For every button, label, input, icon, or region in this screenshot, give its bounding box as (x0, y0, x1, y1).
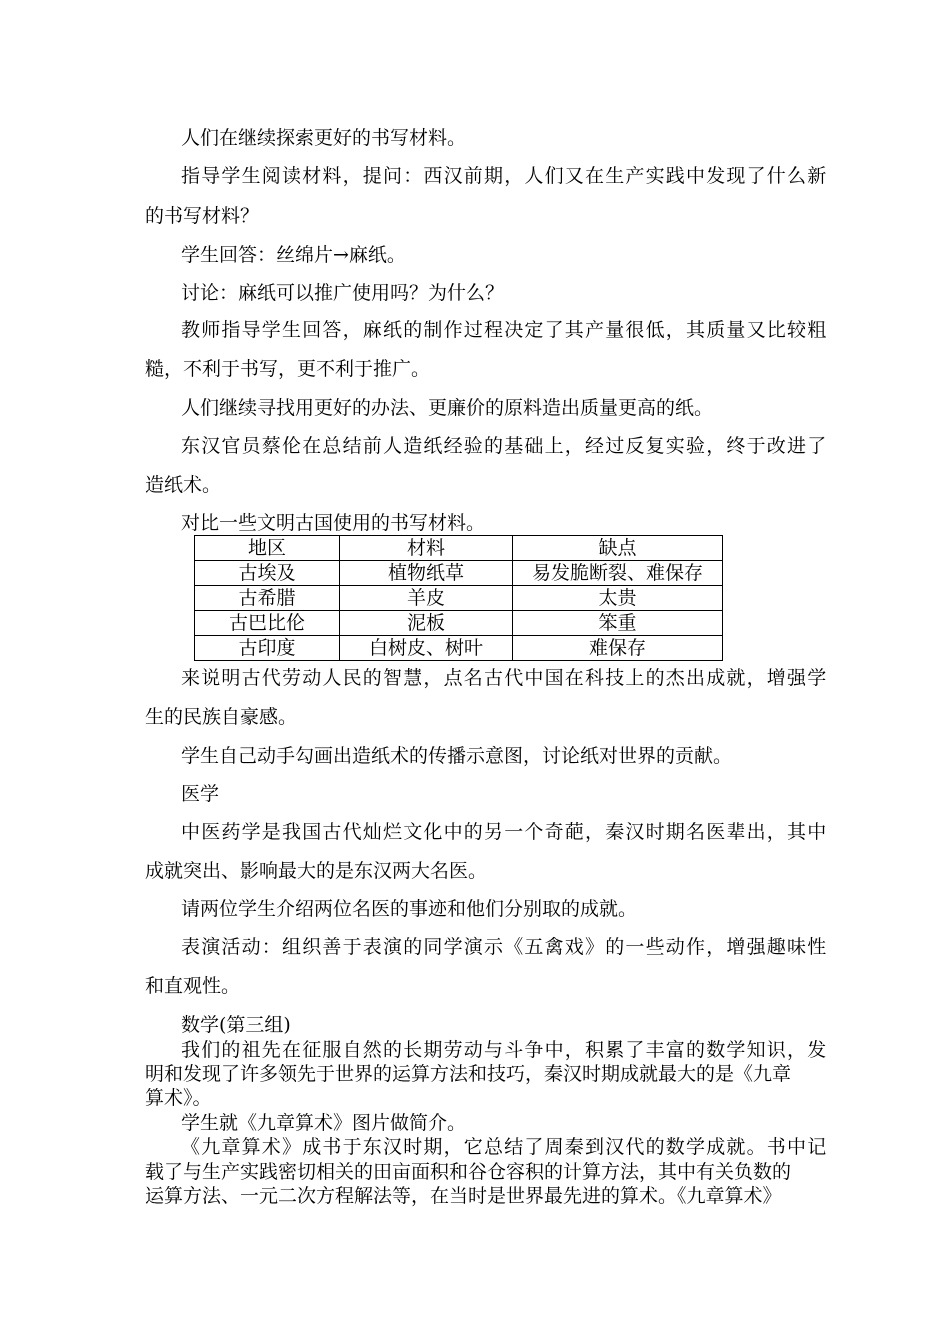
paragraph-text: 学生回答：丝绵片→麻纸。 (181, 244, 406, 266)
table-cell: 难保存 (513, 636, 723, 661)
paragraph-text: 来说明古代劳动人民的智慧，点名古代中国在科技上的杰出成就，增强学 (181, 667, 828, 689)
table-header-row (195, 536, 723, 561)
table-row (195, 561, 723, 586)
paragraph-text: 造纸术。 (145, 474, 222, 496)
paragraph-text: 人们继续寻找用更好的办法、更廉价的原料造出质量更高的纸。 (181, 397, 714, 419)
table-header-cell: 地区 (195, 536, 340, 561)
paragraph-text: 载了与生产实践密切相关的田亩面积和谷仓容积的计算方法，其中有关负数的 (145, 1161, 792, 1183)
paragraph-text: 成就突出、影响最大的是东汉两大名医。 (145, 860, 488, 882)
paragraph-text: 算术》。 (145, 1087, 212, 1109)
paragraph-text: 讨论：麻纸可以推广使用吗？为什么？ (181, 282, 505, 304)
table-cell: 笨重 (513, 611, 723, 636)
table-cell: 泥板 (340, 611, 513, 636)
paragraph-text: 教师指导学生回答，麻纸的制作过程决定了其产量很低，其质量又比较粗 (181, 319, 828, 341)
writing-materials-table (194, 535, 723, 661)
table-header-cell: 材料 (340, 536, 513, 561)
paragraph-text: 表演活动：组织善于表演的同学演示《五禽戏》的一些动作，增强趣味性 (181, 936, 828, 958)
paragraph-text: 对比一些文明古国使用的书写材料。 (181, 512, 486, 534)
table-row (195, 586, 723, 611)
paragraph-text: 请两位学生介绍两位名医的事迹和他们分别取的成就。 (181, 898, 638, 920)
table-cell: 太贵 (513, 586, 723, 611)
paragraph-text: 《九章算术》成书于东汉时期，它总结了周秦到汉代的数学成就。书中记 (181, 1136, 828, 1158)
paragraph-text: 和直观性。 (145, 975, 241, 997)
table-cell: 古巴比伦 (195, 611, 340, 636)
paragraph-text: 我们的祖先在征服自然的长期劳动与斗争中，积累了丰富的数学知识，发 (181, 1039, 828, 1061)
table-cell: 古印度 (195, 636, 340, 661)
paragraph-text: 东汉官员蔡伦在总结前人造纸经验的基础上，经过反复实验，终于改进了 (181, 435, 828, 457)
table-row (195, 611, 723, 636)
paragraph-text: 人们在继续探索更好的书写材料。 (181, 127, 467, 149)
section-heading: 医学 (181, 783, 220, 805)
paragraph-text: 明和发现了许多领先于世界的运算方法和技巧，秦汉时期成就最大的是《九章 (145, 1063, 792, 1085)
paragraph-text: 运算方法、一元二次方程解法等，在当时是世界最先进的算术。《九章算术》 (145, 1185, 782, 1207)
table-cell: 易发脆断裂、难保存 (513, 561, 723, 586)
section-heading: 数学(第三组) (181, 1014, 291, 1036)
table-cell: 植物纸草 (340, 561, 513, 586)
paragraph-text: 糙，不利于书写，更不利于推广。 (145, 358, 431, 380)
paragraph-text: 生的民族自豪感。 (145, 706, 298, 728)
paragraph-text: 中医药学是我国古代灿烂文化中的另一个奇葩，秦汉时期名医辈出，其中 (181, 821, 828, 843)
table-cell: 古埃及 (195, 561, 340, 586)
paragraph-text: 学生自己动手勾画出造纸术的传播示意图，讨论纸对世界的贡献。 (181, 745, 733, 767)
paragraph-text: 的书写材料？ (145, 205, 260, 227)
table-header-cell: 缺点 (513, 536, 723, 561)
table-cell: 白树皮、树叶 (340, 636, 513, 661)
table-row (195, 636, 723, 661)
table-cell: 羊皮 (340, 586, 513, 611)
paragraph-text: 学生就《九章算术》图片做简介。 (181, 1112, 467, 1134)
table-cell: 古希腊 (195, 586, 340, 611)
paragraph-text: 指导学生阅读材料，提问：西汉前期，人们又在生产实践中发现了什么新 (181, 165, 828, 187)
